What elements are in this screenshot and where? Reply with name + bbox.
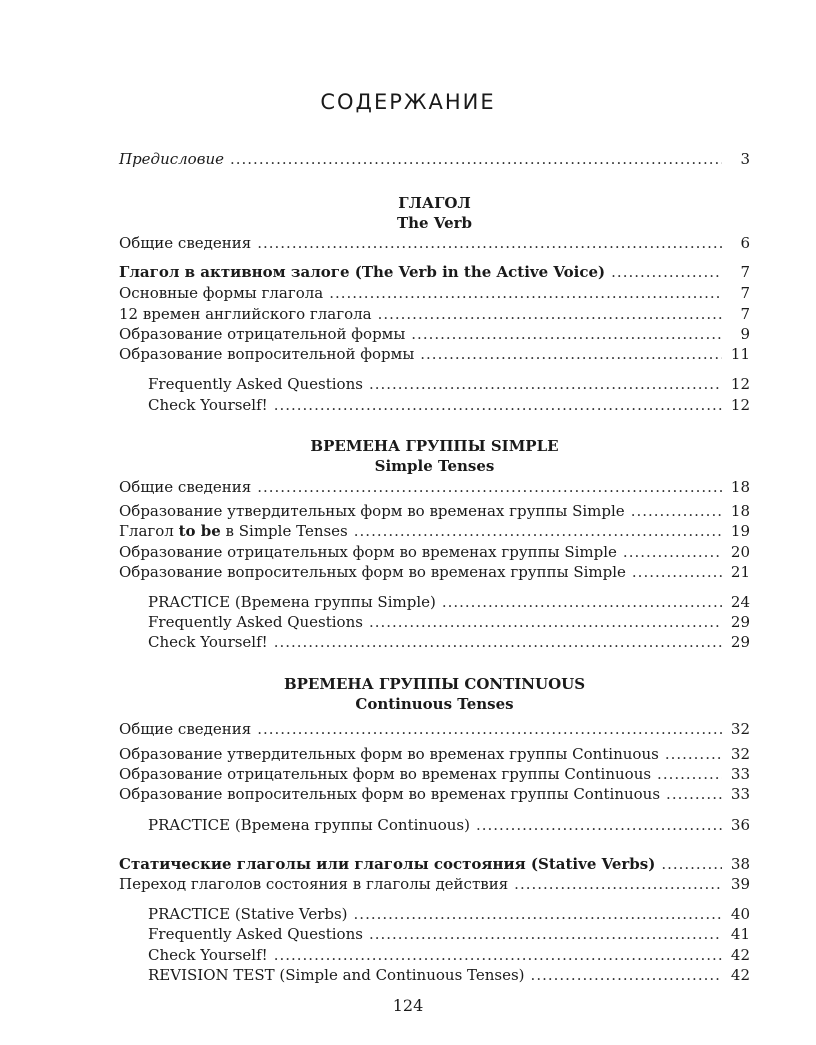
toc-entry-page: 18: [730, 502, 750, 520]
toc-entry-page: 36: [730, 816, 750, 834]
toc-entry[interactable]: [148, 612, 750, 632]
section-title-ru: ВРЕМЕНА ГРУППЫ CONTINUOUS: [283, 675, 586, 693]
toc-entry-page: 42: [730, 946, 750, 964]
toc-entry[interactable]: [148, 945, 750, 965]
toc-entry-label: Общие сведения: [119, 478, 252, 496]
toc-entry-page: 19: [730, 522, 750, 540]
toc-entry-label: PRACTICE (Stative Verbs): [148, 905, 348, 923]
toc-entry-label: Frequently Asked Questions: [148, 375, 363, 393]
toc-entry[interactable]: [148, 395, 750, 415]
toc-entry[interactable]: [119, 344, 750, 364]
toc-leader: [230, 149, 722, 169]
toc-leader: [257, 477, 722, 497]
toc-leader: [257, 719, 722, 739]
section-title-ru: ВРЕМЕНА ГРУППЫ SIMPLE: [310, 437, 559, 455]
toc-entry-page: 32: [730, 745, 750, 763]
toc-leader: [257, 233, 722, 253]
toc-entry[interactable]: [148, 924, 750, 944]
section-title-ru: ГЛАГОЛ: [398, 194, 471, 212]
toc-leader: [631, 501, 722, 521]
toc-entry-page: 42: [730, 966, 750, 984]
toc-entry-page: 12: [730, 396, 750, 414]
toc-leader: [354, 904, 722, 924]
toc-entry-page: 29: [730, 613, 750, 631]
toc-entry-label: PRACTICE (Времена группы Continuous): [148, 816, 470, 834]
toc-leader: [623, 542, 722, 562]
toc-entry-label: Образование вопросительных форм во временах группы Simple: [119, 563, 626, 581]
toc-entry[interactable]: [119, 283, 750, 303]
toc-entry-page: 29: [730, 633, 750, 651]
toc-entry[interactable]: [148, 374, 750, 394]
toc-leader: [442, 592, 722, 612]
toc-entry-label: REVISION TEST (Simple and Continuous Tenses): [148, 966, 525, 984]
toc-entry[interactable]: [148, 904, 750, 924]
toc-entry-label: Общие сведения: [119, 720, 252, 738]
toc-entry-page: 39: [730, 875, 750, 893]
toc-entry-page: 38: [730, 855, 750, 873]
toc-entry[interactable]: [148, 815, 750, 835]
toc-leader: [369, 374, 722, 394]
toc-entry-label: Образование утвердительных форм во временах группы Simple: [119, 502, 625, 520]
toc-entry-label: Frequently Asked Questions: [148, 613, 363, 631]
toc-entry-label: Образование вопросительных форм во временах группы Continuous: [119, 785, 661, 803]
toc-leader: [611, 262, 722, 282]
toc-entry-label: Статические глаголы или глаголы состояния (Stative Verbs): [119, 855, 656, 873]
toc-leader: [661, 854, 722, 874]
toc-entry-page: 32: [730, 720, 750, 738]
toc-entry[interactable]: [119, 501, 750, 521]
toc-leader: [329, 283, 722, 303]
toc-entry-page: 21: [730, 563, 750, 581]
toc-leader: [420, 344, 722, 364]
toc-entry-label: Образование отрицательных форм во временах группы Continuous: [119, 765, 652, 783]
section-title-en: The Verb: [396, 214, 473, 232]
toc-entry-label: Переход глаголов состояния в глаголы действия: [119, 875, 509, 893]
toc-leader: [666, 784, 722, 804]
toc-leader: [476, 815, 722, 835]
toc-leader: [274, 945, 722, 965]
toc-entry-label: Образование вопросительной формы: [119, 345, 415, 363]
toc-entry-page: 7: [740, 284, 750, 302]
toc-entry[interactable]: [119, 854, 750, 874]
toc-leader: [378, 304, 722, 324]
toc-entry-page: 9: [740, 325, 750, 343]
toc-entry[interactable]: [148, 592, 750, 612]
section-title-en: Continuous Tenses: [355, 695, 514, 713]
toc-entry[interactable]: [119, 262, 750, 282]
toc-entry-label: Образование отрицательных форм во временах группы Simple: [119, 543, 617, 561]
toc-leader: [632, 562, 722, 582]
toc-entry-page: 3: [740, 150, 750, 168]
toc-leader: [274, 395, 722, 415]
toc-entry-label: Глагол в активном залоге (The Verb in the Active Voice): [119, 263, 606, 281]
section-title-en: Simple Tenses: [374, 457, 495, 475]
toc-leader: [354, 521, 722, 541]
toc-label-bold: to be: [178, 522, 221, 540]
toc-entry-page: 11: [730, 345, 750, 363]
toc-leader: [657, 764, 722, 784]
toc-entry-label: Образование утвердительных форм во временах группы Continuous: [119, 745, 659, 763]
toc-entry[interactable]: [119, 304, 750, 324]
toc-entry[interactable]: [148, 632, 750, 652]
toc-entry-page: 7: [740, 263, 750, 281]
toc-entry[interactable]: [119, 562, 750, 582]
toc-entry-page: 12: [730, 375, 750, 393]
toc-entry[interactable]: [119, 784, 750, 804]
toc-entry-label: Общие сведения: [119, 234, 252, 252]
toc-entry-label: Check Yourself!: [148, 633, 268, 651]
toc-leader: [369, 612, 722, 632]
toc-entry[interactable]: [119, 233, 750, 253]
toc-entry-preface[interactable]: [119, 149, 750, 169]
toc-entry[interactable]: [148, 965, 750, 985]
toc-leader: [274, 632, 722, 652]
toc-entry-label: Предисловие: [119, 150, 224, 168]
toc-leader: [665, 744, 722, 764]
toc-entry[interactable]: [119, 477, 750, 497]
toc-label-pre: Глагол: [119, 522, 179, 540]
toc-label-post: в Simple Tenses: [220, 522, 348, 540]
toc-entry-page: 18: [730, 478, 750, 496]
toc-entry-label: Основные формы глагола: [119, 284, 324, 302]
toc-entry[interactable]: [119, 719, 750, 739]
toc-entry-page: 33: [730, 765, 750, 783]
toc-entry-page: 41: [730, 925, 750, 943]
toc-entry-label: Check Yourself!: [148, 946, 268, 964]
toc-entry-label: PRACTICE (Времена группы Simple): [148, 593, 436, 611]
toc-leader: [411, 324, 722, 344]
toc-entry[interactable]: [119, 874, 750, 894]
toc-entry-label: Check Yourself!: [148, 396, 268, 414]
page-number: 124: [392, 996, 424, 1015]
toc-leader: [514, 874, 722, 894]
toc-leader: [531, 965, 722, 985]
toc-entry-page: 20: [730, 543, 750, 561]
page-title: СОДЕРЖАНИЕ: [320, 90, 496, 114]
toc-entry[interactable]: [119, 744, 750, 764]
toc-leader: [369, 924, 722, 944]
toc-entry-label: [119, 521, 348, 541]
toc-entry[interactable]: [119, 542, 750, 562]
toc-entry-page: 40: [730, 905, 750, 923]
toc-entry[interactable]: [119, 521, 750, 541]
toc-entry-page: 6: [740, 234, 750, 252]
toc-entry-page: 33: [730, 785, 750, 803]
toc-entry-page: 24: [730, 593, 750, 611]
toc-entry-page: 7: [740, 305, 750, 323]
toc-entry-label: 12 времен английского глагола: [119, 305, 372, 323]
toc-entry[interactable]: [119, 764, 750, 784]
toc-entry-label: Образование отрицательной формы: [119, 325, 406, 343]
toc-entry-label: Frequently Asked Questions: [148, 925, 363, 943]
toc-entry[interactable]: [119, 324, 750, 344]
